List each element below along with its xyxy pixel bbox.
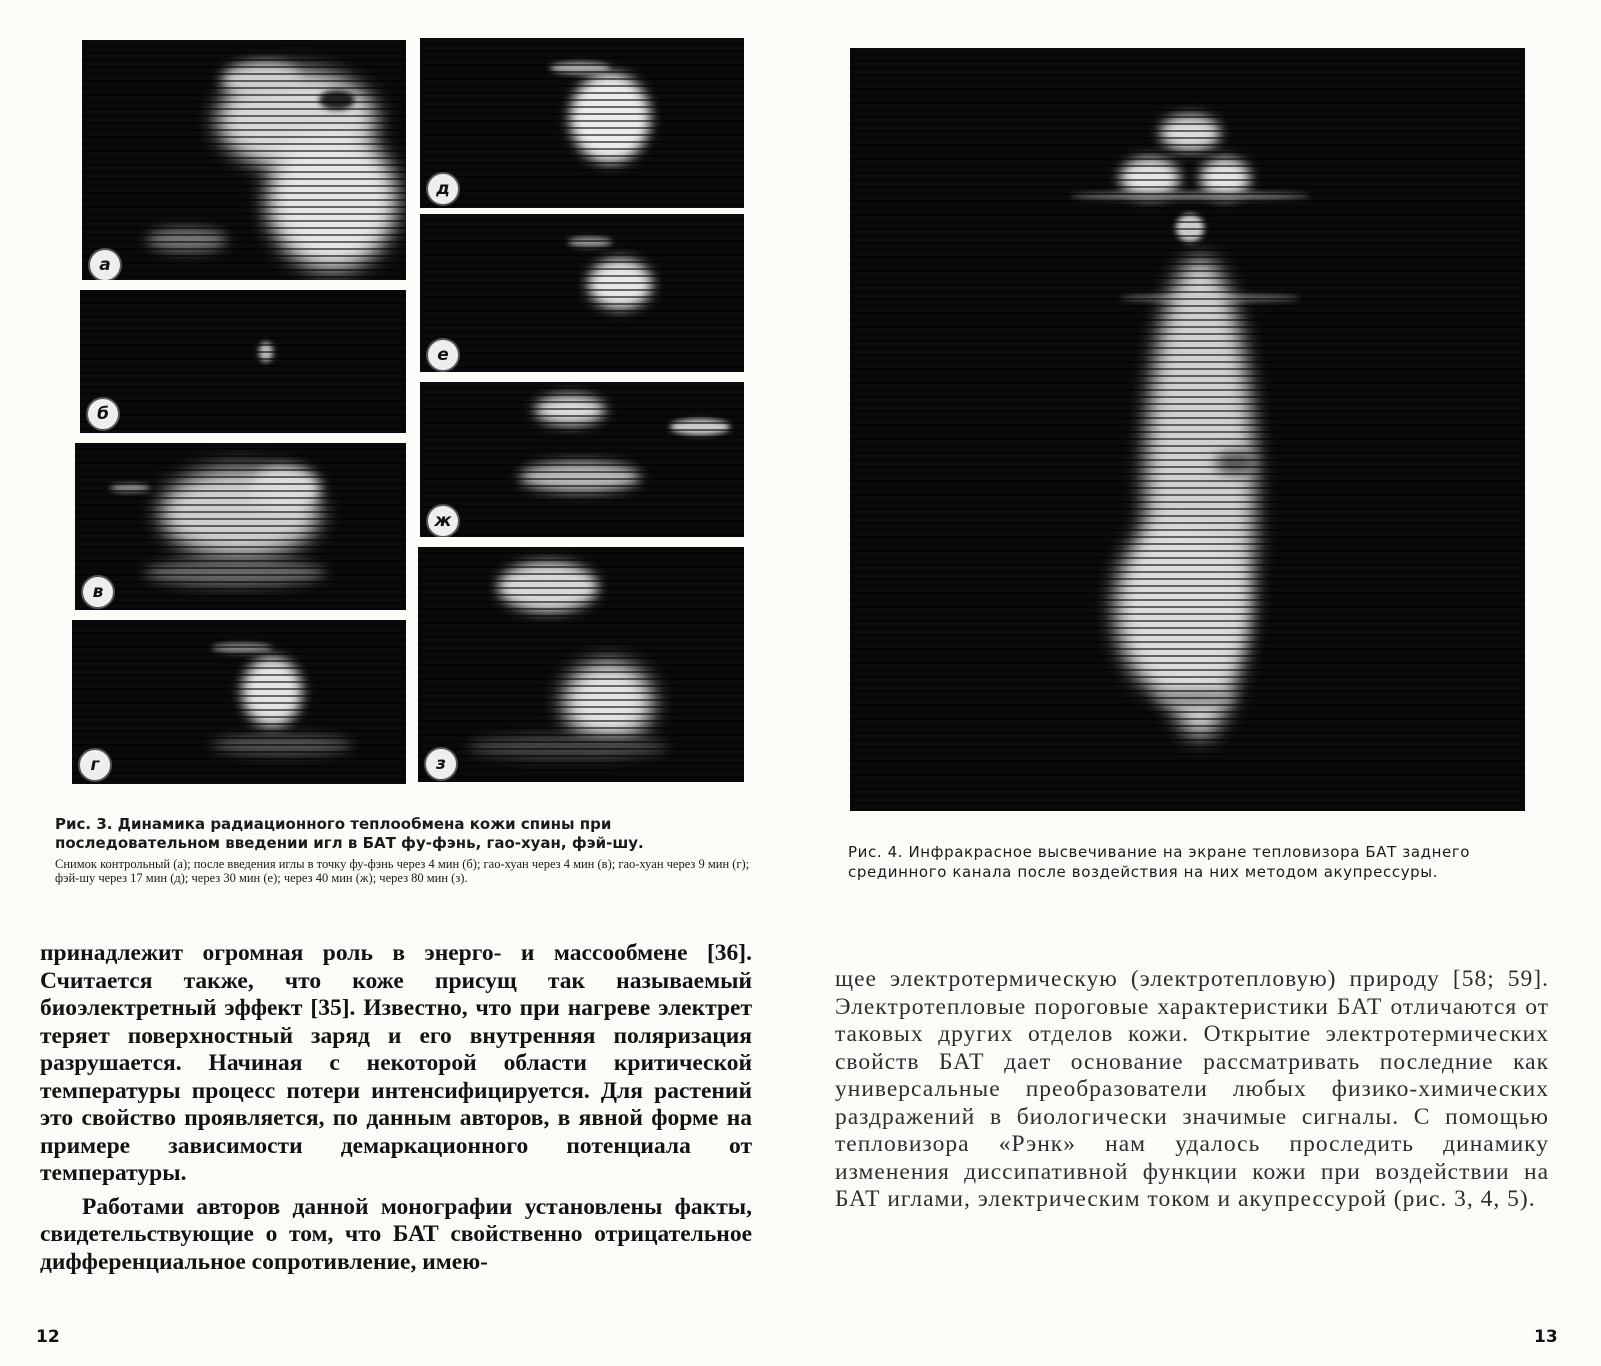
page-number-right: 13 xyxy=(1534,1327,1558,1347)
left-page-body xyxy=(40,940,752,1276)
thermogram-panel-e xyxy=(420,214,744,372)
panel-label-d: д xyxy=(426,172,460,206)
thermogram-panel-v xyxy=(75,443,406,610)
panel-label-v: в xyxy=(81,575,115,609)
figure3-caption-title: Рис. 3. Динамика радиационного теплообмена кожи спины при последовательном введении игл в БАТ фу-фэнь, гао-хуан, фэй-шу. xyxy=(55,815,644,852)
left-paragraph-1: принадлежит огромная роль в энерго- и массообмене [36]. Считается также, что коже присущ так называемый биоэлектретный эффект [35]. Известно, что при нагреве электрет теряет поверхностный заряд и его внутренняя поляризация разрушается. Начиная с некоторой области критической температуры процесс потери интенсифицируется. Для растений это свойство проявляется, по данным авторов, в явной форме на примере зависимости демаркационного потенциала от температуры. xyxy=(40,940,752,1186)
thermogram-panel-d xyxy=(420,38,744,208)
panel-label-b: б xyxy=(86,397,120,431)
thermogram-panel-zh xyxy=(420,382,744,537)
thermogram-panel-b xyxy=(80,290,406,433)
panel-label-g: г xyxy=(78,748,112,782)
thermogram-panel-g xyxy=(72,620,406,784)
thermogram-panel-a xyxy=(82,40,406,280)
right-page-body xyxy=(835,966,1549,1214)
left-paragraph-2: Работами авторов данной монографии установлены факты, свидетельствующие о том, что БАТ свойственно отрицательное дифференциальное сопротивление, имею- xyxy=(40,1193,752,1275)
panel-label-e: е xyxy=(426,338,460,372)
panel-label-zh: ж xyxy=(426,504,460,537)
thermogram-figure4 xyxy=(850,48,1525,811)
figure3-caption-body: Снимок контрольный (а); после введения иглы в точку фу-фэнь через 4 мин (б); гао-хуан через 4 мин (в); гао-хуан через 9 мин (г); фэй-шу через 17 мин (д); через 30 мин (е); через 40 мин (ж); через 80 мин (з). xyxy=(55,857,750,885)
figure4-caption: Рис. 4. Инфракрасное высвечивание на экране тепловизора БАТ заднего срединного канала после воздействия на них методом акупрессуры. xyxy=(848,843,1471,881)
panel-label-z: з xyxy=(424,747,458,781)
thermogram-panel-z xyxy=(418,547,744,782)
page-number-left: 12 xyxy=(36,1327,60,1347)
panel-label-a: а xyxy=(88,248,122,280)
right-paragraph: щее электротермическую (электротепловую) природу [58; 59]. Электротепловые пороговые характеристики БАТ отличаются от таковых других отделов кожи. Открытие электротермических свойств БАТ дает основание рассматривать последние как универсальные преобразователи любых физико-химических раздражений в биологически значимые сигналы. С помощью тепловизора «Рэнк» нам удалось проследить динамику изменения диссипативной функции кожи при воздействии на БАТ иглами, электрическим током и акупрессурой (рис. 3, 4, 5). xyxy=(835,966,1549,1212)
